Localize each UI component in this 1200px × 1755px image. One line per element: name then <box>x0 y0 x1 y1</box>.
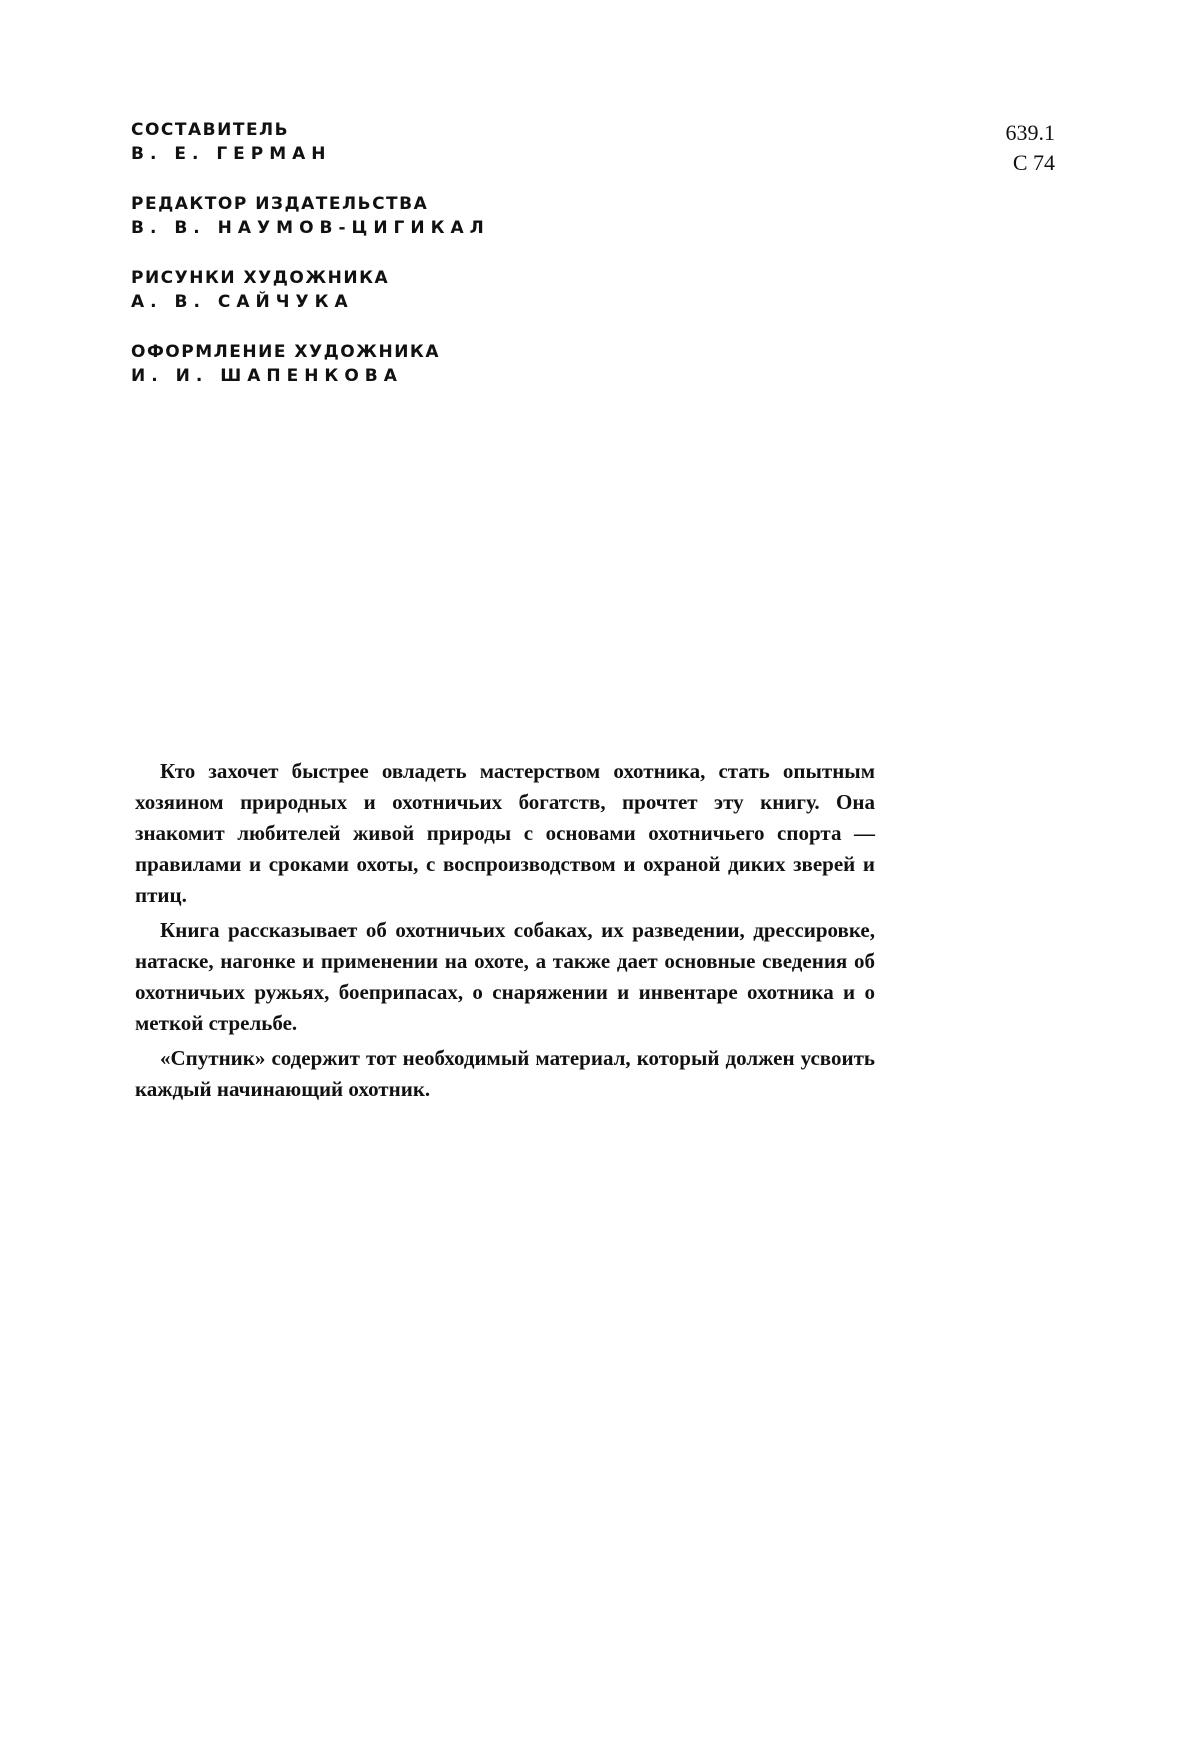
classification-code <box>985 118 1055 178</box>
credit-role: РЕДАКТОР ИЗДАТЕЛЬСТВА <box>131 194 429 214</box>
credit-compiler <box>131 118 731 166</box>
credit-role: СОСТАВИТЕЛЬ <box>131 120 290 140</box>
credit-editor <box>131 192 731 240</box>
credit-role: ОФОРМЛЕНИЕ ХУДОЖНИКА <box>131 342 440 362</box>
credits-section <box>131 118 731 414</box>
credit-designer <box>131 340 731 388</box>
credit-name: И. И. ШАПЕНКОВА <box>131 366 403 386</box>
annotation-paragraph: «Спутник» содержит тот необходимый материал, который должен усвоить каждый начинающий охотник. <box>135 1046 875 1101</box>
udc-code: 639.1 <box>1005 120 1055 145</box>
book-annotation <box>135 756 875 1109</box>
credit-role: РИСУНКИ ХУДОЖНИКА <box>131 268 390 288</box>
catalog-index: С 74 <box>1012 150 1055 175</box>
annotation-paragraph: Кто захочет быстрее овладеть мастерством охотника, стать опытным хозяином природных и охотничьих богатств, прочтет эту книгу. Она знакомит любителей живой природы с основами охотничьего спорта — правилами и сроками охоты, с воспроизводством и охраной диких зверей и птиц. <box>135 759 875 907</box>
credit-illustrator <box>131 266 731 314</box>
credit-name: В. Е. ГЕРМАН <box>131 144 332 164</box>
credit-name: В. В. НАУМОВ-ЦИГИКАЛ <box>131 218 490 238</box>
annotation-paragraph: Книга рассказывает об охотничьих собаках, их разведении, дрессировке, натаске, нагонке и применении на охоте, а также дает основные сведения об охотничьих ружьях, боеприпасах, о снаряжении и инвентаре охотника и о меткой стрельбе. <box>135 918 875 1035</box>
credit-name: А. В. САЙЧУКА <box>131 292 354 312</box>
